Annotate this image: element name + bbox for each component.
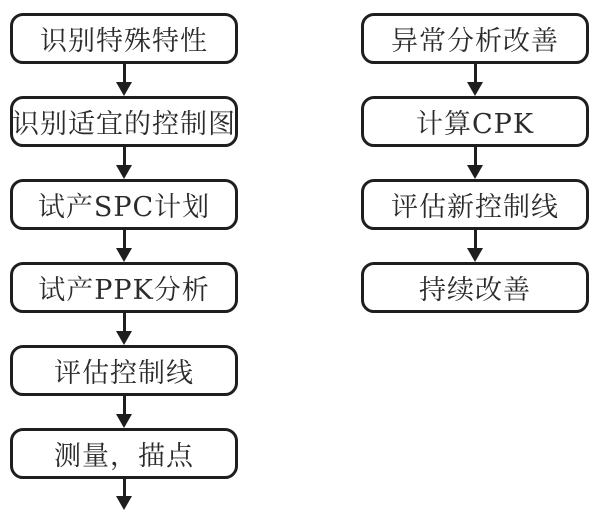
flow-node-label: 评估控制线 bbox=[54, 358, 194, 389]
flow-node-evaluate-new-control-line bbox=[361, 179, 589, 230]
arrow-down-icon bbox=[10, 396, 238, 428]
arrow-down-icon bbox=[10, 230, 238, 262]
flow-node-label: 识别特殊特性 bbox=[40, 26, 208, 57]
flow-column-left bbox=[10, 13, 238, 510]
flow-node-evaluate-control-line bbox=[10, 345, 238, 396]
flow-node-identify-special-characteristics bbox=[10, 13, 238, 64]
arrow-down-icon bbox=[361, 230, 589, 262]
flow-node-abnormal-analysis-improvement bbox=[361, 13, 589, 64]
arrow-down-icon bbox=[361, 147, 589, 179]
arrow-down-icon bbox=[10, 313, 238, 345]
flow-node-label: 计算CPK bbox=[416, 109, 534, 140]
flow-node-label: 试产SPC计划 bbox=[37, 192, 211, 223]
flow-node-calculate-cpk bbox=[361, 96, 589, 147]
flow-node-label: 评估新控制线 bbox=[391, 192, 559, 223]
arrow-down-icon bbox=[10, 64, 238, 96]
arrow-down-icon bbox=[10, 147, 238, 179]
arrow-down-icon bbox=[10, 479, 238, 510]
flow-node-label: 异常分析改善 bbox=[391, 26, 559, 57]
flow-node-label: 测量，描点 bbox=[54, 441, 194, 472]
flow-node-continuous-improvement bbox=[361, 262, 589, 313]
flow-column-right bbox=[361, 13, 589, 313]
arrow-down-icon bbox=[361, 64, 589, 96]
flow-node-label: 试产PPK分析 bbox=[38, 275, 210, 306]
flow-node-measure-plot bbox=[10, 428, 238, 479]
flow-node-trial-ppk-analysis bbox=[10, 262, 238, 313]
flow-node-label: 持续改善 bbox=[419, 275, 531, 306]
flow-node-identify-control-chart bbox=[10, 96, 238, 147]
flow-node-label: 识别适宜的控制图 bbox=[12, 109, 236, 140]
flow-node-trial-spc-plan bbox=[10, 179, 238, 230]
